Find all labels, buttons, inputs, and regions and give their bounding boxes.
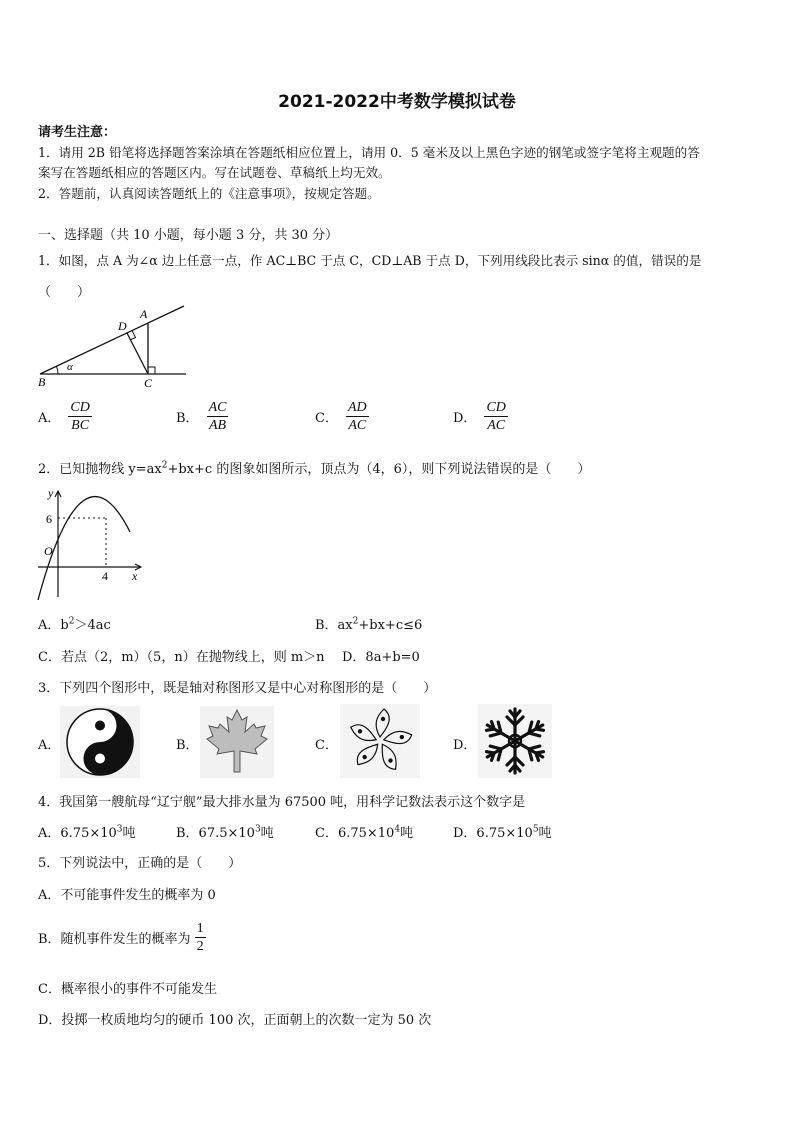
q4-option-a[interactable]: [38, 822, 136, 841]
q5-stem: 5．下列说法中，正确的是（ ）: [38, 856, 242, 871]
q2-option-d[interactable]: D．8a+b=0: [342, 650, 420, 665]
q2-label-y: y: [48, 486, 54, 500]
notice-line-1b: 案写在答题纸相应的答题区内。写在试题卷、草稿纸上均无效。: [38, 165, 391, 180]
q3-option-d-letter[interactable]: D．: [453, 738, 477, 753]
q1-option-d-num: CD: [486, 400, 506, 415]
q4-option-b-sup: 3: [254, 824, 261, 835]
q4-option-c-pre: C．6.75×10: [315, 826, 395, 841]
q2-option-b-sup: 2: [352, 616, 359, 627]
q1-stem: 1．如图，点 A 为∠α 边上任意一点，作 AC⊥BC 于点 C，CD⊥AB 于点 D，下列用线段比表示 sinα 的值，错误的是: [38, 253, 702, 268]
q5-option-b[interactable]: [38, 920, 206, 955]
q1-option-c-num: AD: [347, 400, 367, 415]
q5-option-b-num: 1: [196, 921, 204, 936]
section-heading: 一、选择题（共 10 小题，每小题 3 分，共 30 分）: [38, 228, 339, 243]
q4-option-a-sup: 3: [116, 824, 123, 835]
q1-option-b-fraction: [207, 399, 229, 434]
q1-label-b: B: [38, 375, 46, 389]
q2-option-b-post: +bx+c≤6: [358, 618, 423, 633]
q5-option-b-text: B．随机事件发生的概率为: [38, 932, 191, 947]
q4-option-c[interactable]: [315, 822, 413, 841]
q4-option-a-pre: A．6.75×10: [38, 826, 117, 841]
q2-label-origin: O: [44, 544, 53, 558]
q4-option-c-sup: 4: [394, 824, 401, 835]
q1-triangle-figure: [36, 300, 191, 392]
q4-option-d[interactable]: [453, 822, 552, 841]
q1-right-angle-c: [148, 367, 155, 374]
q1-segment-cd: [127, 333, 148, 374]
q4-option-d-sup: 5: [532, 824, 539, 835]
q1-option-b-den: AB: [208, 418, 227, 433]
q2-option-b-pre: B．ax: [315, 618, 353, 633]
q1-stem-paren: （ ）: [38, 285, 91, 300]
q2-option-a-post: ＞4ac: [74, 618, 111, 633]
q3-option-b-maple-leaf-image: [200, 706, 274, 778]
q2-stem-sup: 2: [161, 460, 168, 471]
notice-heading: 请考生注意：: [38, 125, 117, 140]
q2-option-a[interactable]: [38, 614, 111, 633]
q1-angle-arc: [57, 367, 59, 375]
q1-label-alpha: α: [67, 361, 73, 373]
q2-label-four: 4: [102, 569, 108, 583]
q3-option-a-letter[interactable]: A．: [38, 738, 61, 753]
q1-option-b-num: AC: [208, 400, 227, 415]
q3-stem: 3．下列四个图形中，既是轴对称图形又是中心对称图形的是（ ）: [38, 681, 437, 696]
q1-option-c-fraction: [346, 399, 369, 434]
q5-option-b-den: 2: [196, 939, 204, 954]
q2-stem-post: +bx+c 的图象如图所示，顶点为（4，6），则下列说法错误的是（ ）: [167, 462, 591, 477]
q4-option-d-post: 吨: [538, 826, 552, 841]
q1-option-b-letter: B．: [176, 411, 199, 426]
q4-option-b[interactable]: [176, 822, 274, 841]
q2-option-a-pre: A．b: [38, 618, 69, 633]
q1-option-c-den: AC: [348, 418, 367, 433]
q2-stem: [38, 458, 590, 477]
q1-label-d: D: [118, 319, 127, 333]
q4-option-d-pre: D．6.75×10: [453, 826, 533, 841]
q4-stem: 4．我国第一艘航母“辽宁舰”最大排水量为 67500 吨，用科学记数法表示这个数字是: [38, 795, 526, 810]
q1-option-d-fraction: [484, 399, 507, 434]
q5-option-c[interactable]: C．概率很小的事件不可能发生: [38, 982, 217, 997]
q1-label-a: A: [140, 307, 148, 321]
q4-option-b-pre: B．67.5×10: [176, 826, 255, 841]
q3-option-a-yinyang-image: [60, 706, 140, 778]
q4-option-b-post: 吨: [260, 826, 274, 841]
q1-option-c[interactable]: [315, 399, 369, 434]
q1-right-angle-d: [130, 331, 136, 341]
q3-option-c-bauhinia-image: [340, 704, 420, 778]
q1-option-d-letter: D．: [453, 411, 477, 426]
q1-option-a-den: BC: [71, 418, 90, 433]
q1-option-a-num: CD: [70, 400, 90, 415]
q1-option-b[interactable]: [176, 399, 228, 434]
q2-label-six: 6: [46, 512, 52, 526]
notice-line-2: 2．答题前，认真阅读答题纸上的《注意事项》，按规定答题。: [38, 186, 380, 201]
q3-option-c-letter[interactable]: C．: [315, 738, 338, 753]
q1-option-d[interactable]: [453, 399, 508, 434]
q1-option-a-letter: A．: [38, 411, 61, 426]
q2-parabola-figure: [36, 482, 146, 600]
q1-label-c: C: [144, 376, 153, 390]
q2-stem-pre: 2．已知抛物线 y=ax: [38, 462, 162, 477]
q4-option-c-post: 吨: [400, 826, 414, 841]
q4-option-a-post: 吨: [122, 826, 136, 841]
q5-option-b-fraction: [195, 920, 206, 955]
q1-option-d-den: AC: [487, 418, 506, 433]
q2-option-a-sup: 2: [68, 616, 75, 627]
q5-option-a[interactable]: A．不可能事件发生的概率为 0: [38, 888, 216, 903]
q5-option-d[interactable]: D．投掷一枚质地均匀的硬币 100 次，正面朝上的次数一定为 50 次: [38, 1013, 432, 1028]
q1-option-c-letter: C．: [315, 411, 338, 426]
q1-option-a-fraction: [68, 399, 91, 434]
q2-label-x: x: [132, 569, 138, 583]
page-title: 2021-2022中考数学模拟试卷: [278, 92, 516, 112]
q3-option-d-snowflake-image: [478, 704, 552, 778]
q2-option-c[interactable]: C．若点（2，m）（5，n）在抛物线上，则 m＞n: [38, 650, 325, 665]
q2-option-b[interactable]: [315, 614, 422, 633]
q3-option-b-letter[interactable]: B．: [176, 738, 199, 753]
q1-slant-line: [40, 306, 184, 374]
q1-option-a[interactable]: [38, 399, 92, 434]
notice-line-1a: 1．请用 2B 铅笔将选择题答案涂填在答题纸相应位置上，请用 0．5 毫米及以上黑色字迹的钢笔或签字笔将主观题的答: [38, 145, 700, 160]
